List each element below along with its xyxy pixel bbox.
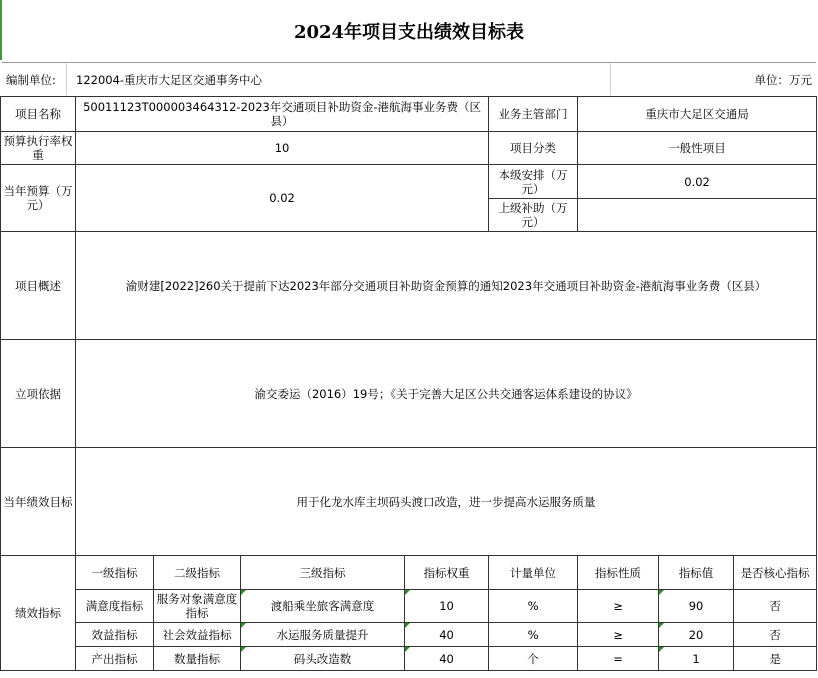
overview-label: 项目概述 [1, 232, 76, 340]
local-value[interactable]: 0.02 [578, 165, 817, 199]
basis-text[interactable]: 渝交委运（2016）19号；《关于完善大足区公共交通客运体系建设的协议》 [76, 340, 817, 448]
org-label: 编制单位: [6, 73, 56, 87]
project-name-value[interactable]: 50011123T000003464312-2023年交通项目补助资金-港航海事业务费（区县） [76, 97, 489, 132]
header-core: 是否核心指标 [734, 556, 817, 590]
header-value: 指标值 [659, 556, 734, 590]
indicator-row [1, 647, 817, 671]
overview-text[interactable]: 渝财建[2022]260关于提前下达2023年部分交通项目补助资金预算的通知2023年交通项目补助资金-港航海事业务费（区县） [76, 232, 817, 340]
indicator-core[interactable]: 否 [734, 623, 817, 647]
header-nature: 指标性质 [578, 556, 659, 590]
indicators-label: 绩效指标 [1, 556, 76, 671]
header-level2: 二级指标 [154, 556, 241, 590]
indicator-level3[interactable]: 渡船乘坐旅客满意度 [241, 590, 405, 623]
basis-label: 立项依据 [1, 340, 76, 448]
target-table [0, 96, 817, 671]
upper-value[interactable] [578, 199, 817, 232]
exec-rate-label: 预算执行率权重 [1, 132, 76, 165]
header-unit: 计量单位 [489, 556, 578, 590]
goal-text[interactable]: 用于化龙水库主坝码头渡口改造，进一步提高水运服务质量 [76, 448, 817, 556]
project-name-label: 项目名称 [1, 97, 76, 132]
indicator-unit[interactable]: % [489, 590, 578, 623]
local-label: 本级安排（万元） [489, 165, 578, 199]
indicator-weight[interactable]: 40 [405, 647, 489, 671]
sheet-title: 2024年项目支出绩效目标表 [2, 0, 816, 63]
indicator-level1[interactable]: 效益指标 [76, 623, 154, 647]
indicator-unit[interactable]: 个 [489, 647, 578, 671]
indicator-row [1, 623, 817, 647]
indicator-nature[interactable]: ≥ [578, 623, 659, 647]
category-value[interactable]: 一般性项目 [578, 132, 817, 165]
indicator-level3[interactable]: 码头改造数 [241, 647, 405, 671]
indicator-level1[interactable]: 满意度指标 [76, 590, 154, 623]
upper-label: 上级补助（万元） [489, 199, 578, 232]
exec-rate-value[interactable]: 10 [76, 132, 489, 165]
indicator-level2[interactable]: 社会效益指标 [154, 623, 241, 647]
indicator-weight[interactable]: 10 [405, 590, 489, 623]
dept-label: 业务主管部门 [489, 97, 578, 132]
indicator-core[interactable]: 否 [734, 590, 817, 623]
header-level1: 一级指标 [76, 556, 154, 590]
indicator-row [1, 590, 817, 623]
indicator-value[interactable]: 90 [659, 590, 734, 623]
indicator-nature[interactable]: ≥ [578, 590, 659, 623]
budget-label: 当年预算（万元） [1, 165, 76, 232]
budget-value[interactable]: 0.02 [76, 165, 489, 232]
org-unit-row [0, 63, 816, 95]
indicator-level2[interactable]: 服务对象满意度指标 [154, 590, 241, 623]
indicator-level2[interactable]: 数量指标 [154, 647, 241, 671]
header-level3: 三级指标 [241, 556, 405, 590]
category-label: 项目分类 [489, 132, 578, 165]
indicator-weight[interactable]: 40 [405, 623, 489, 647]
indicator-value[interactable]: 1 [659, 647, 734, 671]
currency-unit: 单位：万元 [754, 73, 812, 87]
indicator-core[interactable]: 是 [734, 647, 817, 671]
goal-label: 当年绩效目标 [1, 448, 76, 556]
indicator-level3[interactable]: 水运服务质量提升 [241, 623, 405, 647]
indicator-unit[interactable]: % [489, 623, 578, 647]
dept-value[interactable]: 重庆市大足区交通局 [578, 97, 817, 132]
indicator-value[interactable]: 20 [659, 623, 734, 647]
header-weight: 指标权重 [405, 556, 489, 590]
indicator-nature[interactable]: = [578, 647, 659, 671]
indicator-level1[interactable]: 产出指标 [76, 647, 154, 671]
org-value: 122004-重庆市大足区交通事务中心 [76, 73, 263, 87]
